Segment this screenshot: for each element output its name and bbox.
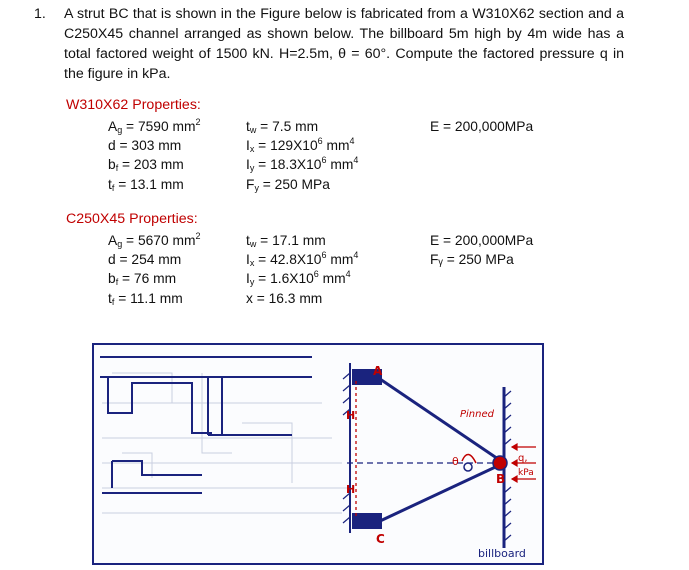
property-subscript: f	[115, 163, 119, 174]
w-section-col2	[246, 117, 358, 194]
label-billboard: billboard	[478, 547, 526, 560]
property-row	[246, 117, 358, 136]
label-q: q,	[518, 453, 528, 464]
property-row	[108, 289, 200, 308]
property-text: Fᵧ = 250 MPa	[430, 252, 514, 268]
property-symbol: A	[108, 233, 118, 248]
property-subscript: f	[111, 182, 115, 193]
strut-billboard-figure	[92, 343, 544, 565]
property-row	[108, 250, 200, 269]
property-row	[246, 136, 358, 155]
property-row	[108, 155, 200, 174]
property-symbol: F	[246, 176, 255, 192]
property-row	[430, 117, 533, 136]
property-symbol: I	[246, 138, 250, 154]
label-a: A	[373, 364, 383, 378]
property-subscript: w	[249, 125, 257, 135]
property-value: = 1.6X10	[254, 271, 314, 287]
property-row	[430, 250, 533, 269]
property-value: = 7.5 mm	[256, 119, 319, 134]
property-subscript: x	[249, 144, 255, 155]
member-cb-strut	[380, 463, 504, 521]
property-unit-exponent: 4	[353, 250, 359, 261]
property-symbol: d	[108, 138, 116, 154]
property-unit: mm	[326, 157, 354, 173]
property-subscript: g	[117, 239, 123, 249]
property-text: E = 200,000MPa	[430, 233, 534, 248]
c-section-col1	[108, 231, 200, 308]
property-exponent: 6	[321, 250, 327, 261]
label-b: B	[496, 472, 506, 486]
property-row	[246, 231, 358, 250]
problem-number: 1.	[34, 6, 46, 22]
figure-drawing	[92, 343, 544, 565]
label-theta: θ	[452, 455, 459, 468]
property-value: = 13.1 mm	[114, 176, 184, 192]
property-value: = 16.3 mm	[252, 290, 323, 306]
i-section-sketch	[100, 357, 312, 493]
property-value: = 303 mm	[115, 138, 182, 154]
property-exponent: 6	[317, 136, 323, 147]
label-h-lower: H	[346, 483, 356, 496]
property-value: = 5670 mm	[122, 233, 196, 248]
property-unit: mm	[318, 271, 346, 287]
property-value: = 129X10	[254, 138, 318, 154]
c-section-title: C250X45 Properties:	[66, 211, 198, 227]
property-unit-exponent: 4	[345, 269, 351, 280]
property-subscript: f	[115, 277, 119, 288]
label-h-upper: H	[346, 409, 356, 422]
property-subscript: y	[249, 163, 255, 174]
label-c: C	[376, 532, 385, 546]
pin-b	[493, 456, 507, 470]
property-subscript: y	[249, 277, 255, 288]
property-text: E = 200,000MPa	[430, 119, 534, 134]
property-symbol: b	[108, 157, 116, 173]
property-subscript: w	[249, 239, 257, 249]
property-value: = 7590 mm	[122, 119, 196, 134]
property-value: = 76 mm	[118, 271, 177, 287]
property-symbol: t	[108, 290, 112, 306]
property-subscript: g	[117, 125, 123, 135]
theta-marker	[464, 463, 472, 471]
problem-text: A strut BC that is shown in the Figure below is fabricated from a W310X62 section and a C250X45 channel arranged as shown below. The billboard 5m high by 4m wide has a total factored weight of 1500 kN. H=2.5m, θ = 60°. Compute the factored pressure q in the figure in kPa.	[64, 6, 624, 82]
property-subscript: f	[111, 296, 115, 307]
property-exponent: 2	[195, 231, 201, 241]
property-row	[246, 250, 358, 269]
c-section-col3	[430, 231, 533, 269]
property-row	[246, 175, 358, 194]
label-pinned: Pinned	[460, 409, 494, 420]
property-exponent: 6	[313, 269, 319, 280]
property-row	[246, 155, 358, 174]
property-unit-exponent: 4	[353, 155, 359, 166]
property-symbol: I	[246, 271, 250, 287]
property-row	[108, 136, 200, 155]
property-symbol: d	[108, 252, 116, 268]
property-value: = 17.1 mm	[256, 233, 326, 248]
property-row	[108, 269, 200, 288]
property-row	[246, 269, 358, 288]
property-unit: mm	[326, 252, 354, 268]
property-subscript: x	[249, 258, 255, 269]
w-section-col1	[108, 117, 200, 194]
property-symbol: x	[246, 290, 253, 306]
c-section-col2	[246, 231, 358, 308]
left-wall-hatch	[343, 373, 350, 523]
property-row	[108, 231, 200, 250]
property-row	[246, 289, 358, 308]
property-symbol: I	[246, 157, 250, 173]
property-row	[108, 117, 200, 136]
property-symbol: I	[246, 252, 250, 268]
w-section-col3	[430, 117, 533, 136]
property-value: = 250 MPa	[258, 176, 330, 192]
property-value: = 42.8X10	[254, 252, 322, 268]
w-section-title: W310X62 Properties:	[66, 97, 201, 113]
label-kpa: kPa	[518, 468, 534, 478]
property-symbol: t	[246, 233, 250, 248]
property-exponent: 6	[321, 155, 327, 166]
member-ab	[380, 379, 504, 463]
property-value: = 18.3X10	[254, 157, 322, 173]
property-value: = 203 mm	[118, 157, 184, 173]
property-symbol: A	[108, 119, 118, 134]
property-value: = 11.1 mm	[114, 290, 183, 306]
property-unit-exponent: 4	[349, 136, 355, 147]
problem-statement	[34, 4, 624, 84]
property-value: = 254 mm	[115, 252, 182, 268]
theta-arc	[462, 454, 476, 463]
property-row	[108, 175, 200, 194]
property-subscript: y	[254, 182, 259, 193]
property-symbol: b	[108, 271, 116, 287]
property-exponent: 2	[195, 117, 201, 127]
property-symbol: t	[108, 176, 112, 192]
property-unit: mm	[322, 138, 350, 154]
property-row	[430, 231, 533, 250]
property-symbol: t	[246, 119, 250, 134]
